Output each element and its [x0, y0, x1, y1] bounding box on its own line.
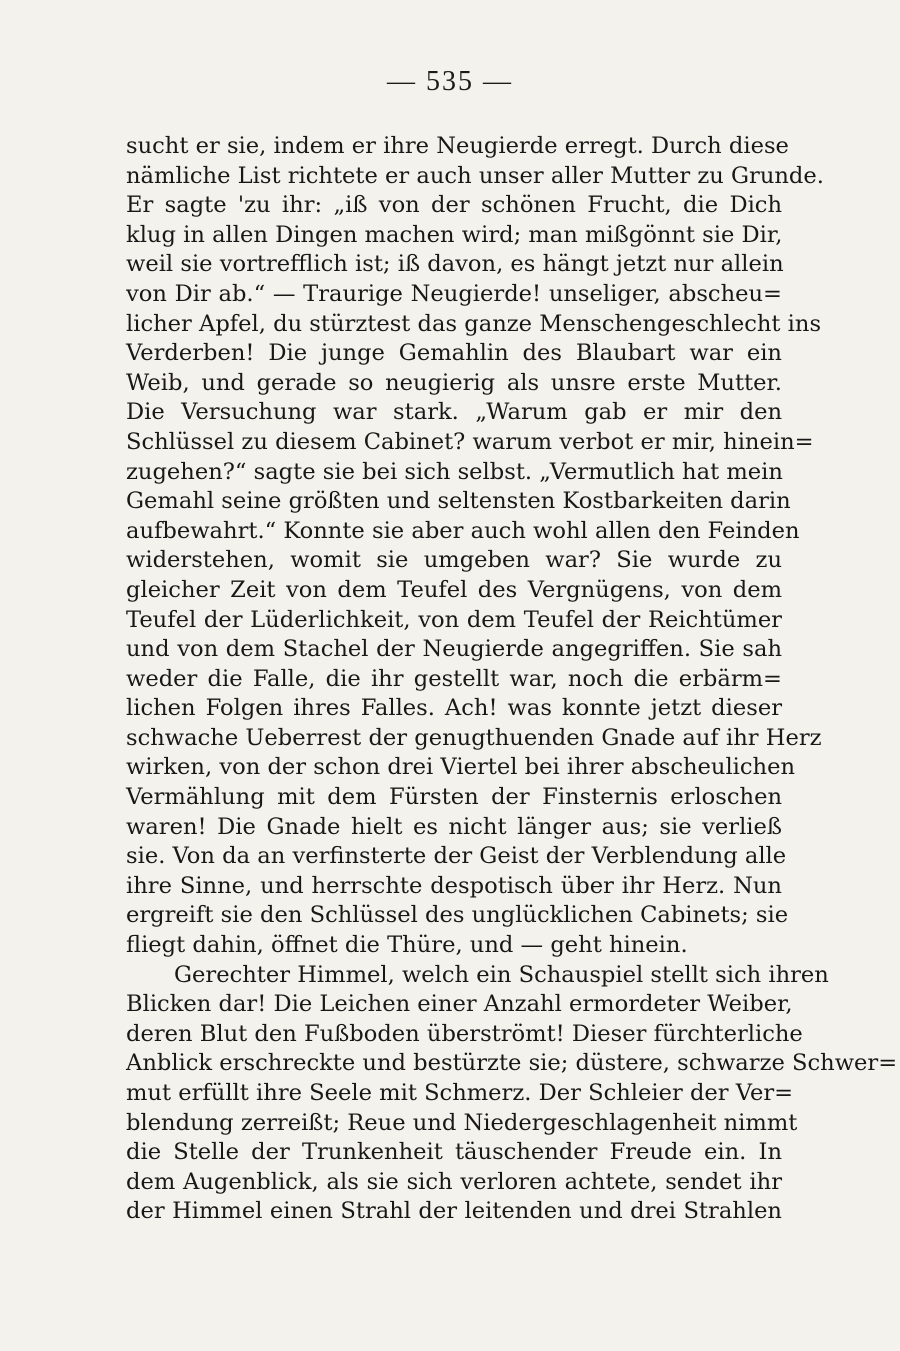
- text-line: Gemahl seine größten und seltensten Kostbarkeiten darin: [126, 488, 791, 515]
- paragraph-2: [126, 961, 898, 1227]
- text-line: Vermählung mit dem Fürsten der Finsternis erloschen: [126, 784, 782, 811]
- text-line: Schlüssel zu diesem Cabinet? warum verbot er mir, hinein=: [126, 428, 814, 455]
- text-line: dem Augenblick, als sie sich verloren achtete, sendet ihr: [126, 1168, 782, 1195]
- text-line: nämliche List richtete er auch unser aller Mutter zu Grunde.: [126, 162, 824, 189]
- text-line: gleicher Zeit von dem Teufel des Vergnügens, von dem: [126, 576, 782, 603]
- paragraph-1: [126, 132, 824, 961]
- text-line: blendung zerreißt; Reue und Niedergeschlagenheit nimmt: [126, 1109, 798, 1136]
- text-line: licher Apfel, du stürztest das ganze Menschengeschlecht ins: [126, 310, 822, 337]
- text-line: aufbewahrt.“ Konnte sie aber auch wohl allen den Feinden: [126, 517, 800, 544]
- text-line: lichen Folgen ihres Falles. Ach! was konnte jetzt dieser: [126, 695, 782, 722]
- text-line: Blicken dar! Die Leichen einer Anzahl ermordeter Weiber,: [126, 991, 793, 1018]
- text-line: Anblick erschreckte und bestürzte sie; düstere, schwarze Schwer=: [126, 1050, 898, 1077]
- text-line: fliegt dahin, öffnet die Thüre, und — geht hinein.: [126, 932, 688, 959]
- text-line: Weib, und gerade so neugierig als unsre erste Mutter.: [126, 369, 782, 396]
- text-line: waren! Die Gnade hielt es nicht länger aus; sie verließ: [126, 813, 782, 840]
- text-line: zugehen?“ sagte sie bei sich selbst. „Vermutlich hat mein: [126, 458, 783, 485]
- text-line: Er sagte 'zu ihr: „iß von der schönen Frucht, die Dich: [126, 192, 782, 219]
- text-line: schwache Ueberrest der genugthuenden Gnade auf ihr Herz: [126, 724, 822, 751]
- text-line: wirken, von der schon drei Viertel bei ihrer abscheulichen: [126, 754, 796, 781]
- text-line: Teufel der Lüderlichkeit, von dem Teufel der Reichtümer: [126, 606, 782, 633]
- text-line: klug in allen Dingen machen wird; man mißgönnt sie Dir,: [126, 221, 783, 248]
- text-line: ergreift sie den Schlüssel des unglücklichen Cabinets; sie: [126, 902, 789, 929]
- text-line: Gerechter Himmel, welch ein Schauspiel stellt sich ihren: [174, 961, 829, 988]
- text-line: ihre Sinne, und herrschte despotisch über ihr Herz. Nun: [126, 872, 782, 899]
- body-text: [126, 132, 898, 1227]
- text-line: deren Blut den Fußboden überströmt! Dieser fürchterliche: [126, 1020, 803, 1047]
- text-line: weil sie vortrefflich ist; iß davon, es hängt jetzt nur allein: [126, 251, 784, 278]
- text-line: die Stelle der Trunkenheit täuschender Freude ein. In: [126, 1139, 782, 1166]
- text-line: mut erfüllt ihre Seele mit Schmerz. Der Schleier der Ver=: [126, 1080, 794, 1106]
- text-line: weder die Falle, die ihr gestellt war, noch die erbärm=: [126, 665, 782, 692]
- text-line: Die Versuchung war stark. „Warum gab er mir den: [126, 399, 782, 426]
- text-line: sie. Von da an verfinsterte der Geist der Verblendung alle: [126, 843, 787, 870]
- text-line: sucht er sie, indem er ihre Neugierde erregt. Durch diese: [126, 133, 789, 159]
- text-line: widerstehen, womit sie umgeben war? Sie wurde zu: [126, 547, 782, 574]
- text-line: Verderben! Die junge Gemahlin des Blaubart war ein: [126, 340, 782, 367]
- text-line: von Dir ab.“ — Traurige Neugierde! unseliger, abscheu=: [126, 280, 782, 307]
- page-number: — 535 —: [387, 66, 513, 97]
- text-line: und von dem Stachel der Neugierde angegriffen. Sie sah: [126, 636, 782, 663]
- text-line: der Himmel einen Strahl der leitenden und drei Strahlen: [126, 1198, 782, 1225]
